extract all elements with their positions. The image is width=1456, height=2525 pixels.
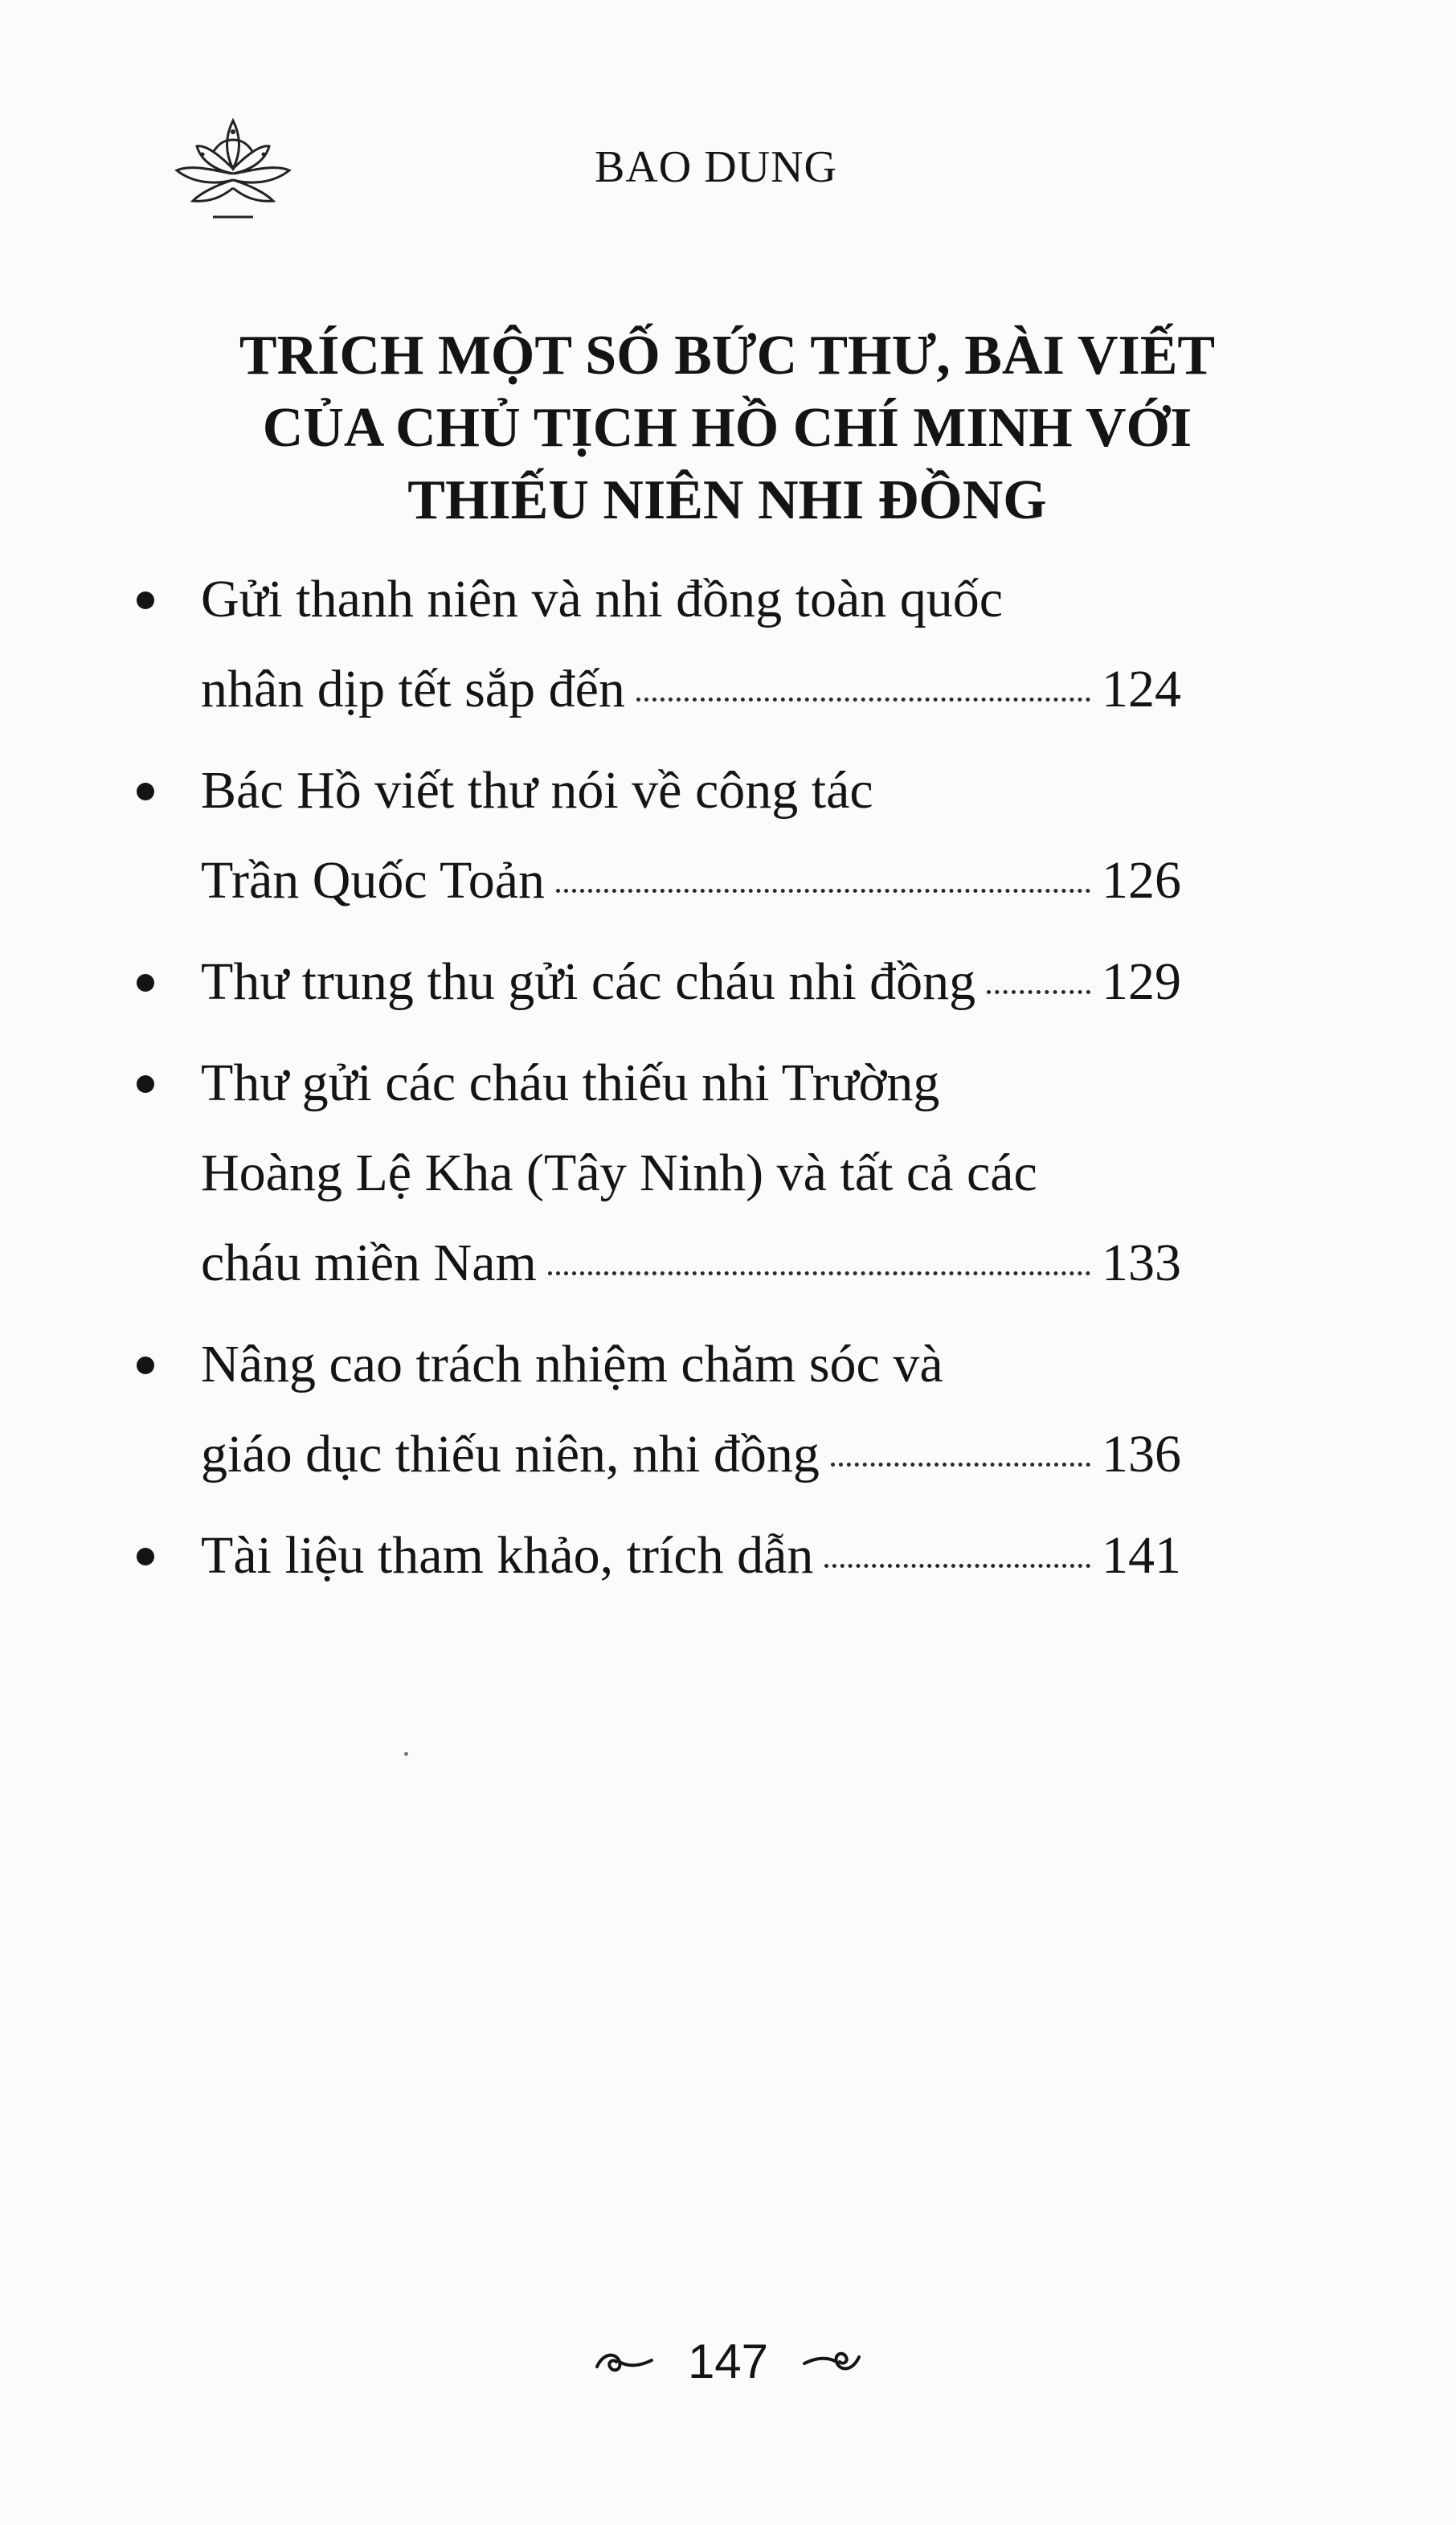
lotus-icon: [169, 104, 297, 225]
section-title: [161, 320, 1294, 537]
toc-page-number: 141: [1102, 1526, 1181, 1585]
toc-entry-title: Tài liệu tham khảo, trích dẫn: [201, 1526, 814, 1585]
toc-entry-last-line: [201, 937, 1181, 1027]
dot-leader: [831, 1462, 1090, 1467]
toc-entry-line: Thư gửi các cháu thiếu nhi Trường: [201, 1054, 940, 1112]
toc-entry-title: nhân dịp tết sắp đến: [201, 660, 625, 718]
dot-leader: [987, 989, 1090, 994]
toc-page-number: 136: [1102, 1425, 1181, 1483]
toc-entry-title: Trần Quốc Toản: [201, 851, 546, 910]
swirl-ornament-left-icon: [592, 2346, 656, 2378]
section-title-line: TRÍCH MỘT SỐ BỨC THƯ, BÀI VIẾT: [239, 325, 1216, 387]
page-folio: [0, 2331, 1456, 2390]
toc-entry[interactable]: [137, 1320, 1181, 1500]
bullet-icon: [137, 1075, 154, 1093]
toc-entry-line: Hoàng Lệ Kha (Tây Ninh) và tất cả các: [201, 1144, 1037, 1202]
toc-entry-title: cháu miền Nam: [201, 1234, 537, 1292]
toc-page-number: 126: [1102, 851, 1181, 910]
section-title-line: THIẾU NIÊN NHI ĐỒNG: [407, 469, 1047, 531]
toc-entry-line: Gửi thanh niên và nhi đồng toàn quốc: [201, 570, 1004, 628]
toc-entry[interactable]: [137, 555, 1181, 735]
toc-page-number: 129: [1102, 952, 1181, 1011]
bullet-icon: [137, 1357, 154, 1374]
toc-entry-title: Thư trung thu gửi các cháu nhi đồng: [201, 952, 976, 1011]
toc-entry[interactable]: [137, 1038, 1181, 1308]
dot-leader: [824, 1563, 1090, 1568]
bullet-icon: [137, 1548, 154, 1565]
toc-entry-last-line: [201, 1218, 1181, 1308]
toc-entry-last-line: [201, 1511, 1181, 1601]
swirl-ornament-right-icon: [800, 2346, 864, 2378]
page-number: 147: [687, 2335, 769, 2389]
bullet-icon: [137, 974, 154, 992]
toc-entry[interactable]: [137, 746, 1181, 926]
bullet-icon: [137, 591, 154, 609]
dot-leader: [548, 1271, 1090, 1275]
bullet-icon: [137, 783, 154, 800]
toc-entry-last-line: [201, 836, 1181, 926]
section-title-line: CỦA CHỦ TỊCH HỒ CHÍ MINH VỚI: [262, 397, 1192, 459]
table-of-contents: [137, 555, 1181, 1612]
toc-entry[interactable]: [137, 1511, 1181, 1601]
toc-entry-line: Bác Hồ viết thư nói về công tác: [201, 761, 873, 820]
running-head: BAO DUNG: [595, 142, 837, 192]
toc-entry-line: Nâng cao trách nhiệm chăm sóc và: [201, 1335, 943, 1393]
toc-entry-last-line: [201, 1410, 1181, 1500]
toc-entry-title: giáo dục thiếu niên, nhi đồng: [201, 1425, 820, 1483]
toc-entry[interactable]: [137, 937, 1181, 1027]
dot-leader: [556, 888, 1090, 893]
dot-leader: [636, 697, 1090, 702]
scan-speck: [404, 1752, 408, 1756]
toc-page-number: 124: [1102, 660, 1181, 718]
toc-entry-last-line: [201, 645, 1181, 735]
toc-page-number: 133: [1102, 1234, 1181, 1292]
